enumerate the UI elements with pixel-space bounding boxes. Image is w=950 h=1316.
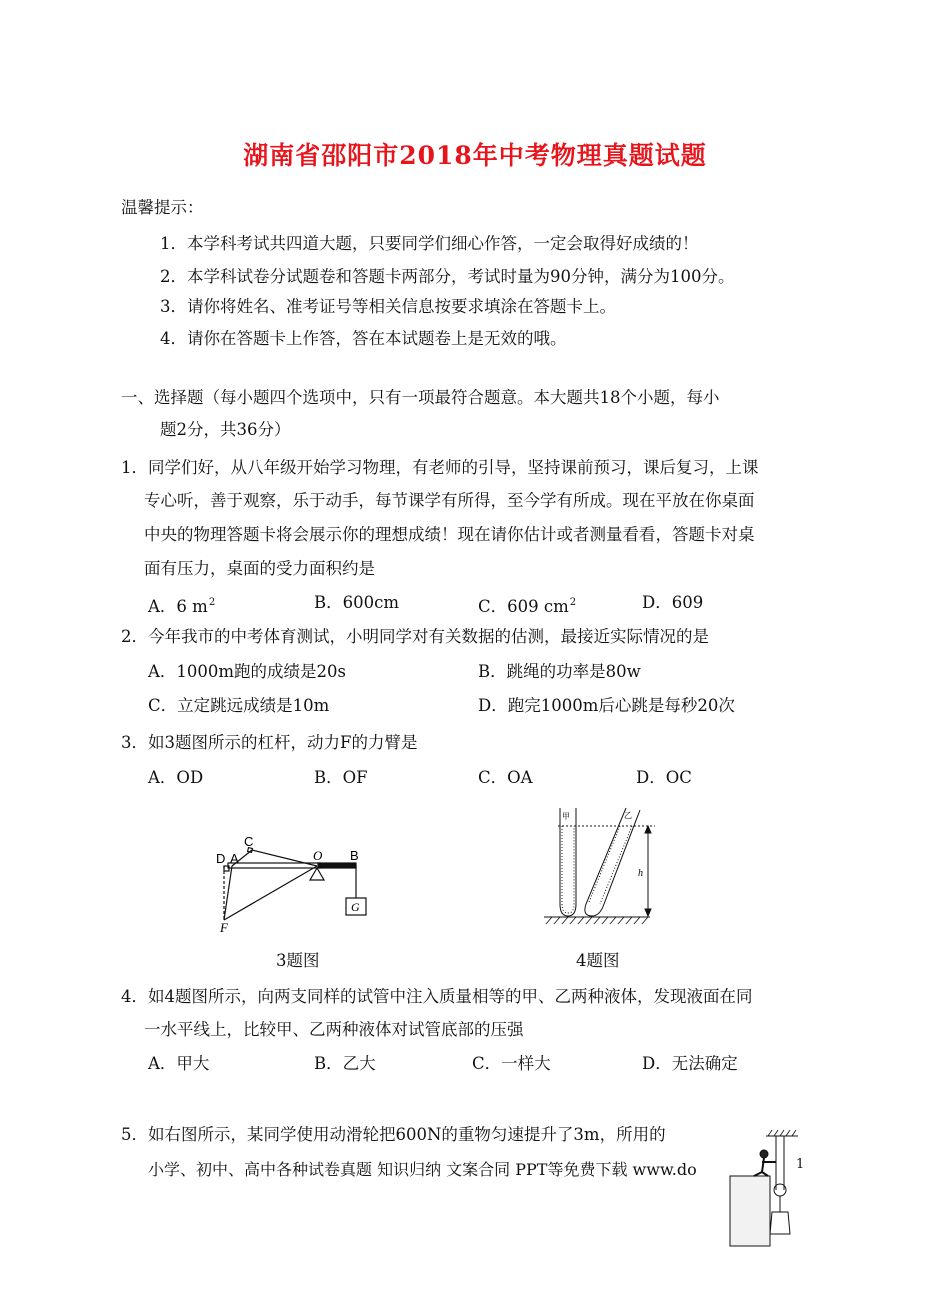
q4-option-b: B．乙大 — [314, 1054, 376, 1073]
q3-option-b: B．OF — [314, 768, 368, 787]
q3-option-a: A．OD — [148, 768, 204, 787]
q1-line-4: 面有压力，桌面的受力面积约是 — [144, 559, 375, 578]
q1-line-3: 中央的物理答题卡将会展示你的理想成绩！现在请你估计或者测量看看，答题卡对桌 — [144, 525, 755, 544]
lever-diagram — [210, 828, 380, 938]
label-a: A — [230, 851, 239, 866]
q2-stem: 2．今年我市的中考体育测试，小明同学对有关数据的估测，最接近实际情况的是 — [121, 627, 709, 646]
q2-option-d: D．跑完1000m后心跳是每秒20次 — [478, 696, 735, 715]
footer-text[interactable]: 小学、初中、高中各种试卷真题 知识归纳 文案合同 PPT等免费下载 www.do — [148, 1160, 697, 1179]
q5-stem: 5．如右图所示，某同学使用动滑轮把600N的重物匀速提升了3m，所用的 — [121, 1125, 666, 1144]
q4-line-1: 4．如4题图所示，向两支同样的试管中注入质量相等的甲、乙两种液体，发现液面在同 — [121, 987, 753, 1006]
q2-option-c: C．立定跳远成绩是10m — [148, 696, 330, 715]
q1-option-b: B．600cm — [314, 593, 400, 612]
page-number: 1 — [796, 1157, 805, 1172]
q4-option-d: D．无法确定 — [642, 1054, 738, 1073]
q4-option-a: A．甲大 — [148, 1054, 210, 1073]
test-tube-diagram — [540, 806, 670, 926]
tip-item-1: 1．本学科考试共四道大题，只要同学们细心作答，一定会取得好成绩的！ — [160, 234, 699, 253]
q3-option-d: D．OC — [636, 768, 692, 787]
label-b: B — [350, 848, 359, 863]
label-h: h — [638, 868, 643, 879]
section-heading-line-1: 一、选择题（每小题四个选项中，只有一项最符合题意。本大题共18个小题，每小 — [121, 388, 720, 407]
figure-3-caption: 3题图 — [276, 951, 320, 970]
q1-line-1: 1．同学们好，从八年级开始学习物理，有老师的引导，坚持课前预习，课后复习，上课 — [121, 458, 759, 477]
page-title: 湖南省邵阳市2018年中考物理真题试题 — [243, 141, 707, 170]
section-heading-line-2: 题2分，共36分） — [160, 420, 291, 439]
label-g: G — [351, 900, 360, 914]
label-c: C — [244, 834, 254, 849]
q1-option-d: D．609 — [642, 593, 704, 612]
tip-item-3: 3．请你将姓名、准考证号等相关信息按要求填涂在答题卡上。 — [160, 297, 616, 316]
q4-option-c: C．一样大 — [472, 1054, 551, 1073]
label-jia: 甲 — [562, 812, 570, 821]
q1-option-a: A．6 $m^2$ — [148, 597, 216, 616]
tip-item-2: 2．本学科试卷分试题卷和答题卡两部分，考试时量为90分钟，满分为100分。 — [160, 267, 735, 286]
tips-heading: 温馨提示： — [121, 198, 204, 217]
q3-stem: 3．如3题图所示的杠杆，动力F的力臂是 — [121, 733, 418, 752]
tip-item-4: 4．请你在答题卡上作答，答在本试题卷上是无效的哦。 — [160, 329, 567, 348]
pulley-diagram — [724, 1128, 804, 1248]
q2-option-a: A．1000m跑的成绩是20s — [148, 662, 347, 681]
q1-line-2: 专心听，善于观察，乐于动手，每节课学有所得，至今学有所成。现在平放在你桌面 — [144, 491, 755, 510]
q2-option-b: B．跳绳的功率是80w — [478, 662, 641, 681]
q4-line-2: 一水平线上，比较甲、乙两种液体对试管底部的压强 — [144, 1020, 524, 1039]
figure-4-caption: 4题图 — [576, 951, 620, 970]
label-d: D — [216, 851, 226, 866]
q1-option-c: C．609 $cm^2$ — [478, 597, 577, 616]
label-yi: 乙 — [624, 811, 632, 820]
q3-option-c: C．OA — [478, 768, 533, 787]
label-o: O — [313, 848, 323, 863]
label-f: F — [220, 920, 228, 935]
